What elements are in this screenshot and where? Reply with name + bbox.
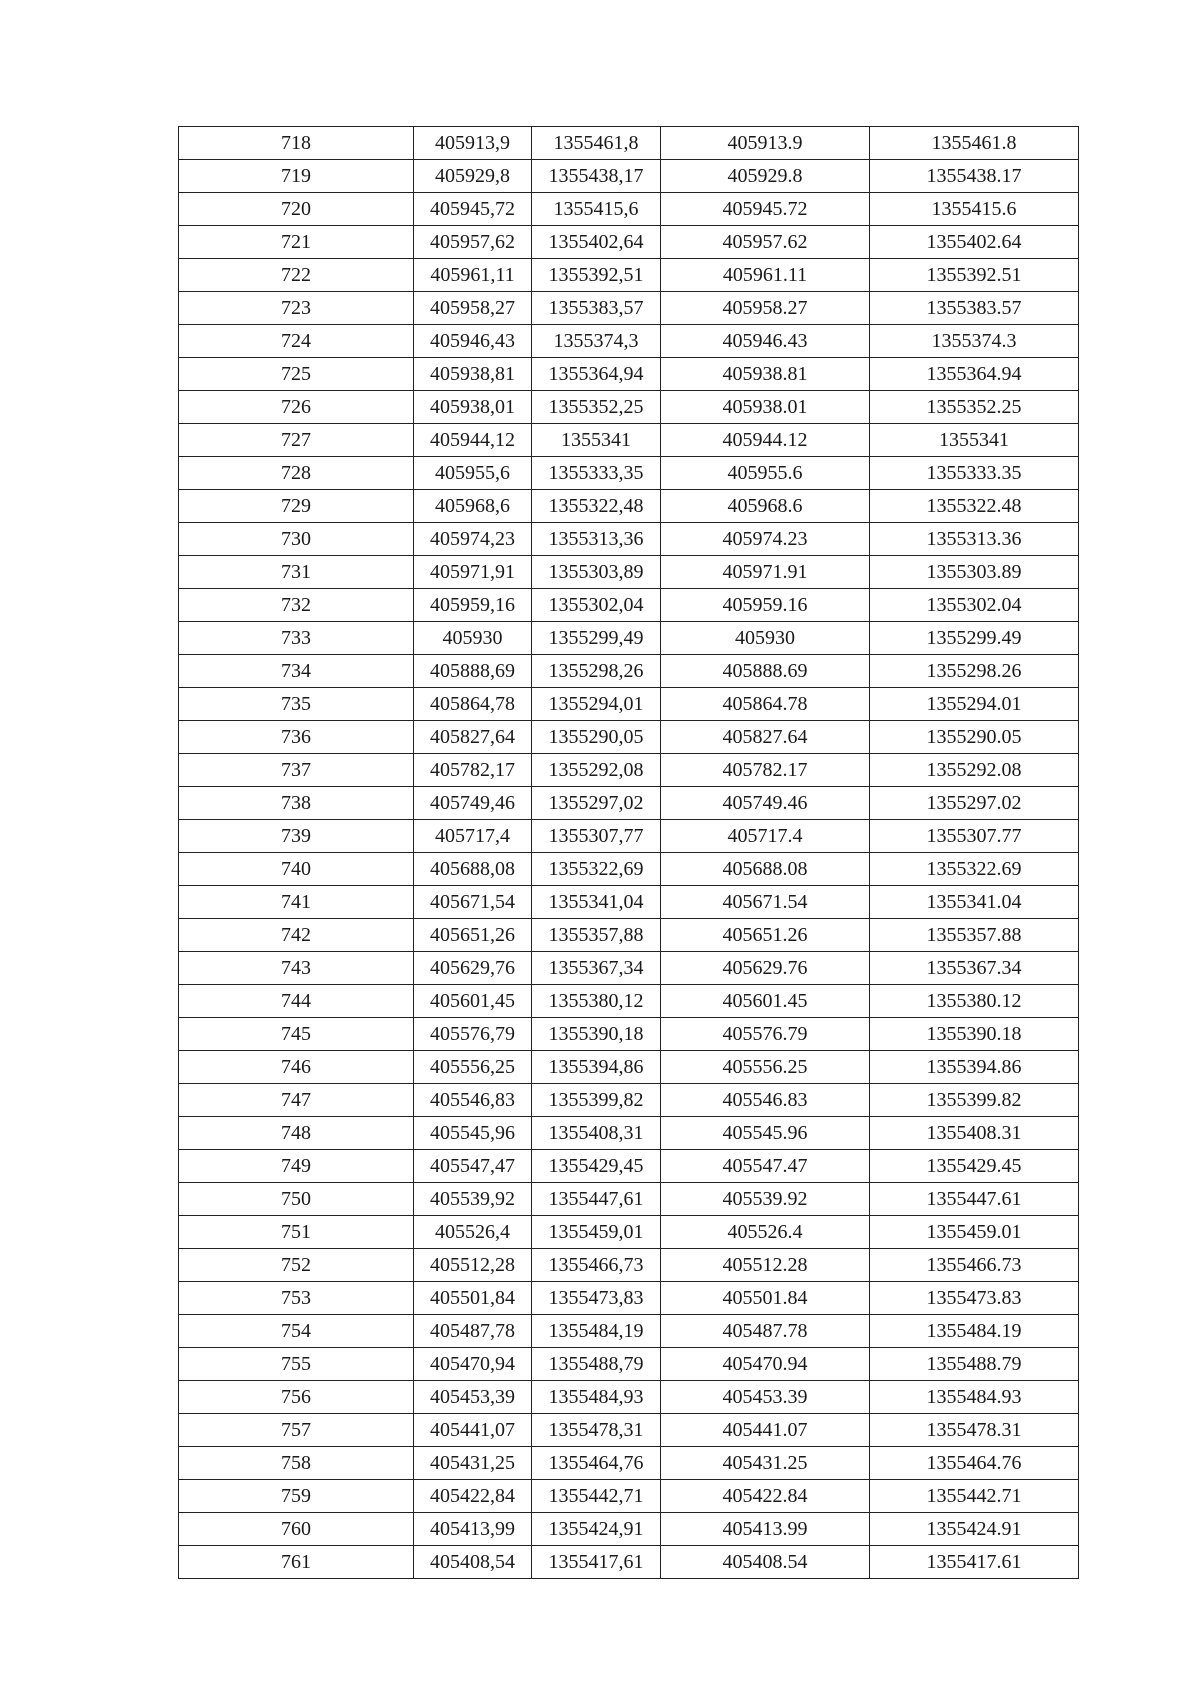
point-number-cell: 737 — [179, 754, 414, 787]
x-dot-cell: 405526.4 — [661, 1216, 870, 1249]
table-row — [179, 1117, 1079, 1150]
x-dot-cell: 405422.84 — [661, 1480, 870, 1513]
table-row — [179, 1084, 1079, 1117]
y-comma-cell: 1355297,02 — [532, 787, 661, 820]
x-dot-cell: 405827.64 — [661, 721, 870, 754]
y-dot-cell: 1355367.34 — [870, 952, 1079, 985]
x-dot-cell: 405782.17 — [661, 754, 870, 787]
x-comma-cell: 405749,46 — [414, 787, 532, 820]
table-row — [179, 1414, 1079, 1447]
y-comma-cell: 1355390,18 — [532, 1018, 661, 1051]
x-dot-cell: 405546.83 — [661, 1084, 870, 1117]
point-number-cell: 743 — [179, 952, 414, 985]
x-dot-cell: 405487.78 — [661, 1315, 870, 1348]
y-comma-cell: 1355380,12 — [532, 985, 661, 1018]
table-row — [179, 754, 1079, 787]
x-comma-cell: 405556,25 — [414, 1051, 532, 1084]
x-comma-cell: 405576,79 — [414, 1018, 532, 1051]
y-comma-cell: 1355394,86 — [532, 1051, 661, 1084]
x-comma-cell: 405501,84 — [414, 1282, 532, 1315]
y-comma-cell: 1355367,34 — [532, 952, 661, 985]
x-dot-cell: 405688.08 — [661, 853, 870, 886]
y-dot-cell: 1355473.83 — [870, 1282, 1079, 1315]
y-dot-cell: 1355292.08 — [870, 754, 1079, 787]
x-dot-cell: 405545.96 — [661, 1117, 870, 1150]
x-dot-cell: 405938.81 — [661, 358, 870, 391]
x-dot-cell: 405413.99 — [661, 1513, 870, 1546]
table-row — [179, 160, 1079, 193]
y-dot-cell: 1355417.61 — [870, 1546, 1079, 1579]
x-comma-cell: 405487,78 — [414, 1315, 532, 1348]
y-comma-cell: 1355313,36 — [532, 523, 661, 556]
table-row — [179, 853, 1079, 886]
point-number-cell: 754 — [179, 1315, 414, 1348]
y-dot-cell: 1355294.01 — [870, 688, 1079, 721]
y-comma-cell: 1355488,79 — [532, 1348, 661, 1381]
x-comma-cell: 405971,91 — [414, 556, 532, 589]
table-row — [179, 259, 1079, 292]
x-comma-cell: 405512,28 — [414, 1249, 532, 1282]
y-comma-cell: 1355364,94 — [532, 358, 661, 391]
table-row — [179, 1381, 1079, 1414]
table-row — [179, 985, 1079, 1018]
y-dot-cell: 1355357.88 — [870, 919, 1079, 952]
y-comma-cell: 1355307,77 — [532, 820, 661, 853]
y-dot-cell: 1355297.02 — [870, 787, 1079, 820]
y-comma-cell: 1355352,25 — [532, 391, 661, 424]
y-comma-cell: 1355299,49 — [532, 622, 661, 655]
x-comma-cell: 405717,4 — [414, 820, 532, 853]
point-number-cell: 738 — [179, 787, 414, 820]
point-number-cell: 736 — [179, 721, 414, 754]
y-dot-cell: 1355484.93 — [870, 1381, 1079, 1414]
y-comma-cell: 1355392,51 — [532, 259, 661, 292]
x-dot-cell: 405512.28 — [661, 1249, 870, 1282]
x-dot-cell: 405961.11 — [661, 259, 870, 292]
x-dot-cell: 405651.26 — [661, 919, 870, 952]
x-comma-cell: 405470,94 — [414, 1348, 532, 1381]
y-dot-cell: 1355447.61 — [870, 1183, 1079, 1216]
point-number-cell: 745 — [179, 1018, 414, 1051]
x-comma-cell: 405539,92 — [414, 1183, 532, 1216]
y-dot-cell: 1355464.76 — [870, 1447, 1079, 1480]
point-number-cell: 756 — [179, 1381, 414, 1414]
table-row — [179, 1150, 1079, 1183]
table-row — [179, 1183, 1079, 1216]
point-number-cell: 747 — [179, 1084, 414, 1117]
y-comma-cell: 1355341 — [532, 424, 661, 457]
y-dot-cell: 1355466.73 — [870, 1249, 1079, 1282]
y-dot-cell: 1355402.64 — [870, 226, 1079, 259]
point-number-cell: 741 — [179, 886, 414, 919]
x-comma-cell: 405968,6 — [414, 490, 532, 523]
table-row — [179, 886, 1079, 919]
y-dot-cell: 1355392.51 — [870, 259, 1079, 292]
point-number-cell: 732 — [179, 589, 414, 622]
x-comma-cell: 405938,01 — [414, 391, 532, 424]
x-dot-cell: 405539.92 — [661, 1183, 870, 1216]
x-comma-cell: 405957,62 — [414, 226, 532, 259]
y-dot-cell: 1355364.94 — [870, 358, 1079, 391]
y-dot-cell: 1355438.17 — [870, 160, 1079, 193]
x-dot-cell: 405958.27 — [661, 292, 870, 325]
table-row — [179, 193, 1079, 226]
x-dot-cell: 405453.39 — [661, 1381, 870, 1414]
table-row — [179, 391, 1079, 424]
x-comma-cell: 405827,64 — [414, 721, 532, 754]
point-number-cell: 761 — [179, 1546, 414, 1579]
x-dot-cell: 405864.78 — [661, 688, 870, 721]
y-dot-cell: 1355429.45 — [870, 1150, 1079, 1183]
table-row — [179, 952, 1079, 985]
point-number-cell: 735 — [179, 688, 414, 721]
table-row — [179, 1480, 1079, 1513]
x-comma-cell: 405929,8 — [414, 160, 532, 193]
table-row — [179, 622, 1079, 655]
table-row — [179, 820, 1079, 853]
table-row — [179, 688, 1079, 721]
point-number-cell: 744 — [179, 985, 414, 1018]
table-row — [179, 556, 1079, 589]
y-dot-cell: 1355484.19 — [870, 1315, 1079, 1348]
x-dot-cell: 405938.01 — [661, 391, 870, 424]
x-dot-cell: 405717.4 — [661, 820, 870, 853]
y-comma-cell: 1355402,64 — [532, 226, 661, 259]
x-comma-cell: 405888,69 — [414, 655, 532, 688]
x-comma-cell: 405546,83 — [414, 1084, 532, 1117]
table-row — [179, 1051, 1079, 1084]
table-row — [179, 1513, 1079, 1546]
x-dot-cell: 405955.6 — [661, 457, 870, 490]
x-comma-cell: 405944,12 — [414, 424, 532, 457]
x-comma-cell: 405671,54 — [414, 886, 532, 919]
y-dot-cell: 1355302.04 — [870, 589, 1079, 622]
y-dot-cell: 1355298.26 — [870, 655, 1079, 688]
x-comma-cell: 405629,76 — [414, 952, 532, 985]
y-comma-cell: 1355466,73 — [532, 1249, 661, 1282]
y-dot-cell: 1355352.25 — [870, 391, 1079, 424]
x-dot-cell: 405601.45 — [661, 985, 870, 1018]
table-row — [179, 424, 1079, 457]
x-comma-cell: 405688,08 — [414, 853, 532, 886]
x-dot-cell: 405441.07 — [661, 1414, 870, 1447]
table-row — [179, 787, 1079, 820]
y-comma-cell: 1355442,71 — [532, 1480, 661, 1513]
y-dot-cell: 1355341.04 — [870, 886, 1079, 919]
y-comma-cell: 1355341,04 — [532, 886, 661, 919]
coordinates-table — [178, 126, 1079, 1579]
y-dot-cell: 1355442.71 — [870, 1480, 1079, 1513]
point-number-cell: 728 — [179, 457, 414, 490]
x-dot-cell: 405408.54 — [661, 1546, 870, 1579]
x-comma-cell: 405547,47 — [414, 1150, 532, 1183]
point-number-cell: 740 — [179, 853, 414, 886]
x-comma-cell: 405946,43 — [414, 325, 532, 358]
y-comma-cell: 1355438,17 — [532, 160, 661, 193]
y-comma-cell: 1355290,05 — [532, 721, 661, 754]
point-number-cell: 730 — [179, 523, 414, 556]
point-number-cell: 758 — [179, 1447, 414, 1480]
table-row — [179, 325, 1079, 358]
x-dot-cell: 405957.62 — [661, 226, 870, 259]
y-comma-cell: 1355408,31 — [532, 1117, 661, 1150]
table-row — [179, 292, 1079, 325]
x-dot-cell: 405629.76 — [661, 952, 870, 985]
table-row — [179, 490, 1079, 523]
x-comma-cell: 405782,17 — [414, 754, 532, 787]
x-dot-cell: 405944.12 — [661, 424, 870, 457]
y-comma-cell: 1355473,83 — [532, 1282, 661, 1315]
y-comma-cell: 1355292,08 — [532, 754, 661, 787]
x-comma-cell: 405422,84 — [414, 1480, 532, 1513]
x-dot-cell: 405959.16 — [661, 589, 870, 622]
table-row — [179, 1249, 1079, 1282]
table-row — [179, 721, 1079, 754]
point-number-cell: 753 — [179, 1282, 414, 1315]
point-number-cell: 722 — [179, 259, 414, 292]
x-comma-cell: 405526,4 — [414, 1216, 532, 1249]
point-number-cell: 746 — [179, 1051, 414, 1084]
x-comma-cell: 405974,23 — [414, 523, 532, 556]
y-dot-cell: 1355415.6 — [870, 193, 1079, 226]
y-dot-cell: 1355290.05 — [870, 721, 1079, 754]
point-number-cell: 757 — [179, 1414, 414, 1447]
y-comma-cell: 1355461,8 — [532, 127, 661, 160]
y-dot-cell: 1355399.82 — [870, 1084, 1079, 1117]
point-number-cell: 748 — [179, 1117, 414, 1150]
table-row — [179, 226, 1079, 259]
y-comma-cell: 1355294,01 — [532, 688, 661, 721]
point-number-cell: 729 — [179, 490, 414, 523]
point-number-cell: 725 — [179, 358, 414, 391]
point-number-cell: 734 — [179, 655, 414, 688]
x-comma-cell: 405441,07 — [414, 1414, 532, 1447]
point-number-cell: 726 — [179, 391, 414, 424]
table-row — [179, 523, 1079, 556]
y-comma-cell: 1355429,45 — [532, 1150, 661, 1183]
y-comma-cell: 1355484,19 — [532, 1315, 661, 1348]
x-dot-cell: 405946.43 — [661, 325, 870, 358]
x-dot-cell: 405501.84 — [661, 1282, 870, 1315]
y-dot-cell: 1355299.49 — [870, 622, 1079, 655]
y-dot-cell: 1355478.31 — [870, 1414, 1079, 1447]
y-dot-cell: 1355390.18 — [870, 1018, 1079, 1051]
point-number-cell: 733 — [179, 622, 414, 655]
y-dot-cell: 1355341 — [870, 424, 1079, 457]
point-number-cell: 727 — [179, 424, 414, 457]
x-comma-cell: 405913,9 — [414, 127, 532, 160]
x-comma-cell: 405408,54 — [414, 1546, 532, 1579]
y-comma-cell: 1355399,82 — [532, 1084, 661, 1117]
y-dot-cell: 1355322.48 — [870, 490, 1079, 523]
point-number-cell: 752 — [179, 1249, 414, 1282]
x-comma-cell: 405601,45 — [414, 985, 532, 1018]
y-dot-cell: 1355307.77 — [870, 820, 1079, 853]
x-dot-cell: 405913.9 — [661, 127, 870, 160]
y-comma-cell: 1355424,91 — [532, 1513, 661, 1546]
x-dot-cell: 405888.69 — [661, 655, 870, 688]
x-dot-cell: 405971.91 — [661, 556, 870, 589]
y-comma-cell: 1355374,3 — [532, 325, 661, 358]
x-dot-cell: 405945.72 — [661, 193, 870, 226]
table-row — [179, 919, 1079, 952]
x-comma-cell: 405413,99 — [414, 1513, 532, 1546]
x-comma-cell: 405431,25 — [414, 1447, 532, 1480]
y-dot-cell: 1355333.35 — [870, 457, 1079, 490]
y-dot-cell: 1355424.91 — [870, 1513, 1079, 1546]
point-number-cell: 724 — [179, 325, 414, 358]
point-number-cell: 723 — [179, 292, 414, 325]
point-number-cell: 739 — [179, 820, 414, 853]
coordinates-table-body — [179, 127, 1079, 1579]
table-row — [179, 1018, 1079, 1051]
x-dot-cell: 405749.46 — [661, 787, 870, 820]
point-number-cell: 751 — [179, 1216, 414, 1249]
y-comma-cell: 1355447,61 — [532, 1183, 661, 1216]
y-dot-cell: 1355394.86 — [870, 1051, 1079, 1084]
y-comma-cell: 1355459,01 — [532, 1216, 661, 1249]
point-number-cell: 750 — [179, 1183, 414, 1216]
y-comma-cell: 1355383,57 — [532, 292, 661, 325]
point-number-cell: 749 — [179, 1150, 414, 1183]
x-comma-cell: 405453,39 — [414, 1381, 532, 1414]
point-number-cell: 719 — [179, 160, 414, 193]
y-dot-cell: 1355303.89 — [870, 556, 1079, 589]
table-row — [179, 1282, 1079, 1315]
x-dot-cell: 405556.25 — [661, 1051, 870, 1084]
y-dot-cell: 1355313.36 — [870, 523, 1079, 556]
y-comma-cell: 1355303,89 — [532, 556, 661, 589]
point-number-cell: 760 — [179, 1513, 414, 1546]
table-row — [179, 655, 1079, 688]
x-comma-cell: 405864,78 — [414, 688, 532, 721]
point-number-cell: 759 — [179, 1480, 414, 1513]
y-dot-cell: 1355322.69 — [870, 853, 1079, 886]
x-dot-cell: 405547.47 — [661, 1150, 870, 1183]
x-dot-cell: 405576.79 — [661, 1018, 870, 1051]
table-row — [179, 1216, 1079, 1249]
x-dot-cell: 405930 — [661, 622, 870, 655]
y-comma-cell: 1355322,48 — [532, 490, 661, 523]
x-dot-cell: 405974.23 — [661, 523, 870, 556]
table-row — [179, 1315, 1079, 1348]
y-comma-cell: 1355478,31 — [532, 1414, 661, 1447]
y-dot-cell: 1355461.8 — [870, 127, 1079, 160]
table-row — [179, 1348, 1079, 1381]
x-comma-cell: 405945,72 — [414, 193, 532, 226]
y-dot-cell: 1355374.3 — [870, 325, 1079, 358]
y-dot-cell: 1355488.79 — [870, 1348, 1079, 1381]
table-row — [179, 589, 1079, 622]
point-number-cell: 721 — [179, 226, 414, 259]
x-comma-cell: 405955,6 — [414, 457, 532, 490]
x-comma-cell: 405651,26 — [414, 919, 532, 952]
x-dot-cell: 405671.54 — [661, 886, 870, 919]
y-comma-cell: 1355302,04 — [532, 589, 661, 622]
table-row — [179, 457, 1079, 490]
y-comma-cell: 1355298,26 — [532, 655, 661, 688]
y-comma-cell: 1355464,76 — [532, 1447, 661, 1480]
y-comma-cell: 1355357,88 — [532, 919, 661, 952]
x-dot-cell: 405929.8 — [661, 160, 870, 193]
x-comma-cell: 405958,27 — [414, 292, 532, 325]
x-comma-cell: 405930 — [414, 622, 532, 655]
point-number-cell: 755 — [179, 1348, 414, 1381]
y-dot-cell: 1355408.31 — [870, 1117, 1079, 1150]
y-dot-cell: 1355380.12 — [870, 985, 1079, 1018]
table-row — [179, 358, 1079, 391]
table-row — [179, 1546, 1079, 1579]
point-number-cell: 731 — [179, 556, 414, 589]
table-row — [179, 127, 1079, 160]
table-row — [179, 1447, 1079, 1480]
y-dot-cell: 1355383.57 — [870, 292, 1079, 325]
y-comma-cell: 1355333,35 — [532, 457, 661, 490]
x-comma-cell: 405938,81 — [414, 358, 532, 391]
x-dot-cell: 405470.94 — [661, 1348, 870, 1381]
y-comma-cell: 1355417,61 — [532, 1546, 661, 1579]
x-comma-cell: 405545,96 — [414, 1117, 532, 1150]
point-number-cell: 742 — [179, 919, 414, 952]
y-comma-cell: 1355322,69 — [532, 853, 661, 886]
point-number-cell: 720 — [179, 193, 414, 226]
y-comma-cell: 1355484,93 — [532, 1381, 661, 1414]
x-dot-cell: 405431.25 — [661, 1447, 870, 1480]
y-comma-cell: 1355415,6 — [532, 193, 661, 226]
x-comma-cell: 405959,16 — [414, 589, 532, 622]
x-dot-cell: 405968.6 — [661, 490, 870, 523]
y-dot-cell: 1355459.01 — [870, 1216, 1079, 1249]
x-comma-cell: 405961,11 — [414, 259, 532, 292]
point-number-cell: 718 — [179, 127, 414, 160]
